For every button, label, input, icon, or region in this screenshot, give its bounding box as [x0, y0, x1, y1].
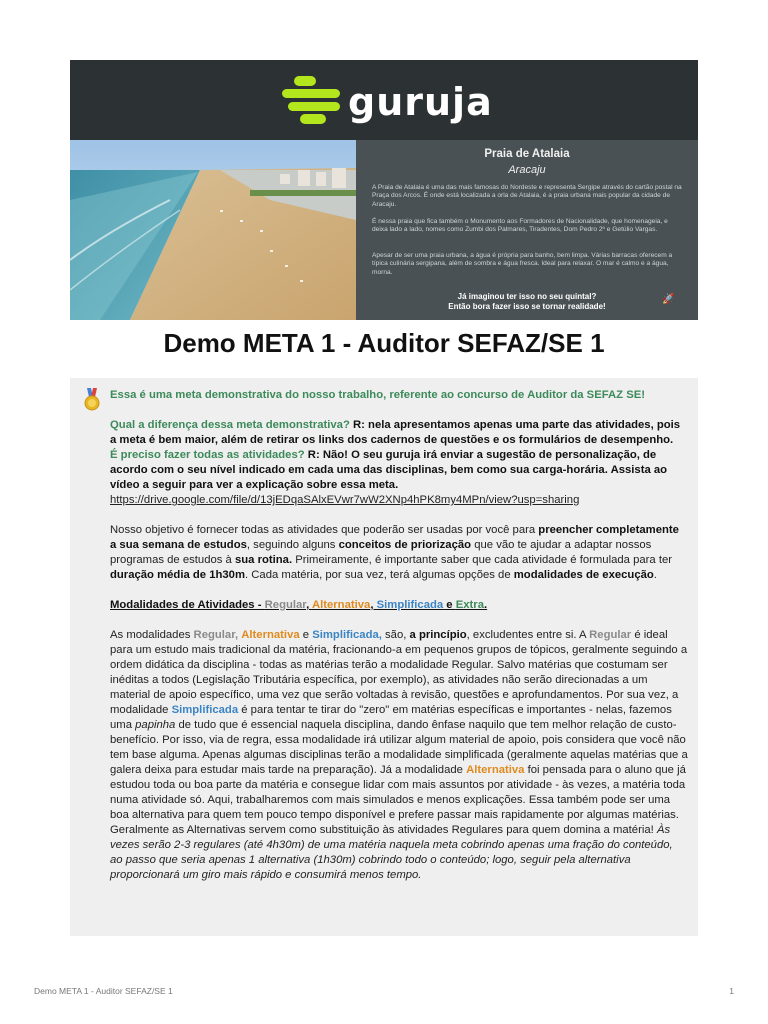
text-span: , excludentes entre si. A — [466, 629, 590, 641]
text-span: que vão te ajudar a adaptar nossos programas de estudos à — [110, 539, 652, 566]
text-span: . — [483, 599, 488, 611]
faq-2-answer: R: Não! O seu guruja irá enviar a sugestão de personalização, de acordo com o seu nível indicado em cada uma das disciplinas, bem como sua carga-horária. Assista ao vídeo a seguir para ver a explicação sobre essa meta. — [110, 449, 668, 491]
place-info-panel — [356, 140, 698, 320]
text-span: . — [653, 569, 657, 581]
text-span: de tudo que é essencial naquela disciplina, dando ênfase naquilo que tem melhor relação de custo-benefício. Por isso, via de regra, essa modalidade irá utilizar algum material de apoio, pois considera que você não tem base alguma. Apenas algumas disciplinas terão a modalidade simplificada (geralmente aquelas matérias que a galera deixa para estudar mais tarde na preparação). Já a modalidade — [110, 719, 688, 776]
emphasis-italic: papinha — [135, 719, 176, 731]
brand-bar — [70, 60, 698, 140]
objective-paragraph — [110, 523, 688, 583]
emphasis: duração média de 1h30m — [110, 569, 245, 581]
modality-alternativa: Alternativa — [311, 599, 371, 611]
modality-regular: Regular — [264, 599, 307, 611]
faq-1-answer: R: nela apresentamos apenas uma parte das atividades, pois a meta é bem maior, além de retirar os links dos cadernos de questões e os formulários de desempenho. — [110, 419, 681, 446]
page-title: Demo META 1 - Auditor SEFAZ/SE 1 — [163, 328, 605, 358]
modality-regular: Regular, — [193, 629, 239, 641]
header-banner — [70, 60, 698, 320]
place-city: Aracaju — [508, 164, 546, 176]
faq-2-question: É preciso fazer todas as atividades? — [110, 449, 305, 461]
text-span: Nosso objetivo é fornecer todas as atividades que poderão ser usadas por você para — [110, 524, 539, 536]
footer-doc-title: Demo META 1 - Auditor SEFAZ/SE 1 — [34, 986, 173, 996]
text-span: , seguindo alguns — [246, 539, 339, 551]
text-span: são, — [381, 629, 410, 641]
emphasis: sua rotina. — [234, 554, 293, 566]
modality-alternativa: Alternativa — [241, 629, 300, 641]
text-span: Modalidades de Atividades - — [110, 599, 265, 611]
place-paragraph-3: Apesar de ser uma praia urbana, a água é própria para banho, bem limpa. Várias barracas oferecem a típica culinária sergipana, além de sombra e água fresca. Ideal para relaxar. O mar é calmo e a água, morna. — [372, 252, 673, 276]
medal-icon — [82, 388, 102, 412]
emphasis: preencher completamente a sua semana de estudos — [110, 524, 679, 551]
text-span: e — [299, 629, 313, 641]
text-span: Primeiramente, é importante saber que cada atividade é formulada para ter — [292, 554, 673, 566]
content-body — [110, 388, 688, 883]
emphasis: conceitos de priorização — [338, 539, 472, 551]
modality-simplificada: Simplificada, — [312, 629, 382, 641]
faq-1 — [110, 418, 688, 448]
text-span: foi pensada para o aluno que já estudou toda ou boa parte da matéria e consegue lidar com mais assuntos por atividade - às vezes, a matéria toda numa atividade só. Aqui, trabalharemos com mais simulados e menos explicações. Essa também pode ser uma boa alternativa para quem tem pouco tempo disponível e prefere passar mais rapidamente por algumas matérias. Geralmente as Alternativas servem como substituição às atividades Regulares para quem domina a matéria! — [110, 764, 686, 836]
modality-simplificada: Simplificada — [171, 704, 239, 716]
text-span: e — [443, 599, 456, 611]
brand-name: guruja — [348, 80, 493, 124]
text-span: é ideal para um estudo mais tradicional da matéria, fracionando-a em pequenos grupos de tópicos, geralmente seguindo a ordem didática da disciplina - todas as matérias terão a modalidade Regular. Salvo matérias que costumam ser inéditas a todos (Legislação Tributária específica, por exemplo), as atividades não serão direcionadas a um material de apoio específico, uma vez que serão voltadas à revisão, questões e aprofundamentos. Por sua vez, a modalidade — [110, 629, 688, 716]
place-paragraph-2: É nessa praia que fica também o Monumento aos Formadores de Nacionalidade, que homenageia, e deixa lado a lado, nomes como Zumbi dos Palmares, Tiradentes, Dom Pedro 2º e Getúlio Vargas. — [372, 218, 668, 234]
video-link[interactable]: https://drive.google.com/file/d/13jEDqaSAlxEVwr7wW2XNp4hPK8my4MPn/view?usp=sharing — [110, 494, 580, 506]
place-title: Praia de Atalaia — [484, 148, 570, 160]
text-span: é para tentar te tirar do "zero" em matérias específicas e importantes - nelas, fazemos uma — [110, 704, 672, 731]
place-paragraph-1: A Praia de Atalaia é uma das mais famosas do Nordeste e representa Sergipe através do cartão postal na Praça dos Arcos. É onde está localizada a orla de Atalaia, é a praia urbana mais popular da cidade de Aracaju. — [372, 184, 682, 208]
text-span: As modalidades — [110, 629, 194, 641]
cta-line-2: Então bora fazer isso se tornar realidade! — [448, 302, 606, 311]
modality-extra: Extra — [455, 599, 484, 611]
text-span: , — [370, 599, 377, 611]
beach-image — [70, 140, 356, 320]
text-span: . Cada matéria, por sua vez, terá algumas opções de — [245, 569, 514, 581]
content-box — [70, 378, 698, 936]
call-to-action — [356, 292, 698, 312]
intro-text: Essa é uma meta demonstrativa do nosso trabalho, referente ao concurso de Auditor da SEFAZ SE! — [110, 389, 646, 401]
modality-simplificada: Simplificada — [376, 599, 444, 611]
faq-1-question: Qual a diferença dessa meta demonstrativa? — [110, 419, 350, 431]
guruja-logo-icon — [280, 74, 344, 126]
beach-photo — [70, 140, 356, 320]
cta-line-1: Já imaginou ter isso no seu quintal? — [457, 292, 597, 301]
modalities-paragraph — [110, 628, 688, 883]
faq-2 — [110, 448, 688, 493]
modalities-heading — [110, 598, 688, 613]
emphasis: a princípio — [409, 629, 467, 641]
emphasis: modalidades de execução — [513, 569, 654, 581]
modality-regular: Regular — [589, 629, 632, 641]
footer-page-number: 1 — [729, 986, 734, 996]
modality-alternativa: Alternativa — [466, 764, 525, 776]
guruja-logo — [280, 74, 493, 126]
emphasis-italic: Às vezes serão 2-3 regulares (até 4h30m) de uma matéria naquela meta cobrindo apenas uma fração do conteúdo, ao passo que seria apenas 1 alternativa (1h30m) cobrindo todo o conteúdo; logo, seguir pela alternativa proporcionará um giro mais rápido e consumirá menos tempo. — [110, 824, 673, 881]
text-span: , — [306, 599, 312, 611]
rocket-icon: 🚀 — [662, 294, 675, 305]
